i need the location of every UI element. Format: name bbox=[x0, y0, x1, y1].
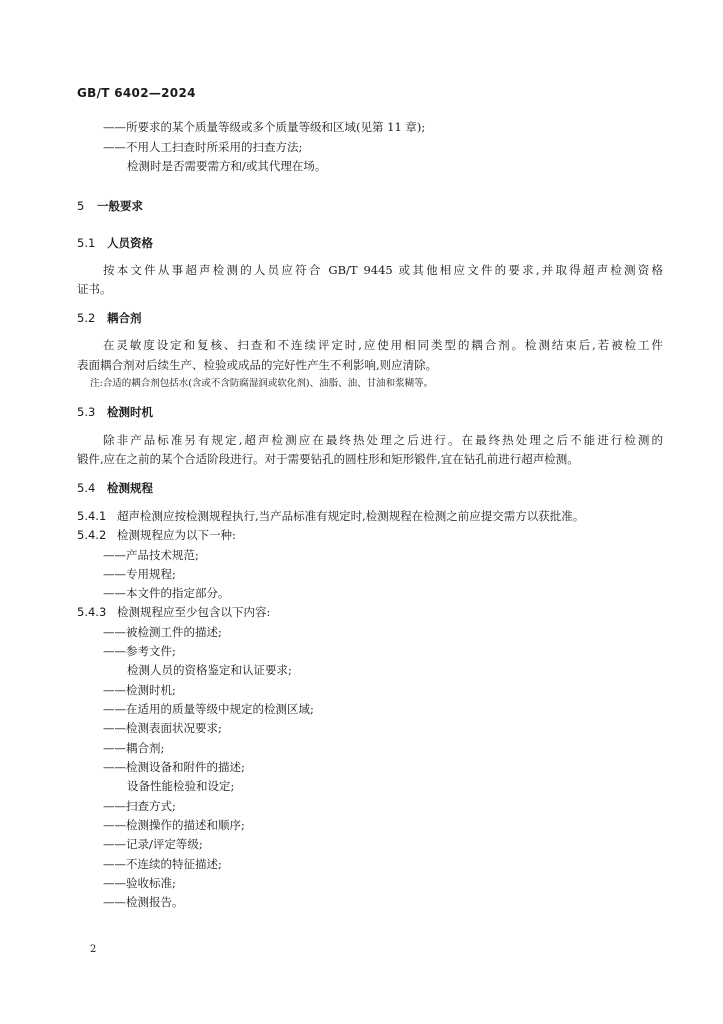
subsection-heading bbox=[77, 480, 153, 496]
subsection-title: 检测时机 bbox=[107, 405, 153, 419]
subsection-heading bbox=[77, 310, 142, 326]
list-item: ——本文件的指定部分。 bbox=[103, 586, 230, 600]
paragraph-line: 按本文件从事超声检测的人员应符合 GB/T 9445 或其他相应文件的要求,并取得超声检测资格 bbox=[103, 263, 663, 277]
clause bbox=[77, 604, 270, 620]
paragraph-line: 锻件,应在之前的某个合适阶段进行。对于需要钻孔的圆柱形和矩形锻件,宜在钻孔前进行超声检测。 bbox=[77, 452, 579, 466]
list-item: ——所要求的某个质量等级或多个质量等级和区域(见第 11 章); bbox=[103, 120, 426, 134]
section-heading bbox=[77, 198, 143, 214]
list-item: ——检测设备和附件的描述; bbox=[103, 760, 245, 774]
subsection-title: 耦合剂 bbox=[107, 311, 142, 325]
clause-number: 5.4.2 bbox=[77, 528, 107, 542]
clause-text: 检测规程应为以下一种: bbox=[117, 528, 236, 542]
note: 注:合适的耦合剂包括水(含或不含防腐湿润或软化剂)、油脂、油、甘油和浆糊等。 bbox=[90, 378, 434, 389]
list-item: ——不连续的特征描述; bbox=[103, 857, 222, 871]
list-item: ——在适用的质量等级中规定的检测区域; bbox=[103, 702, 314, 716]
list-item: ——记录/评定等级; bbox=[103, 837, 203, 851]
list-item: ——耦合剂; bbox=[103, 741, 165, 755]
list-item: ——检测操作的描述和顺序; bbox=[103, 818, 245, 832]
clause-number: 5.4.1 bbox=[77, 509, 107, 523]
section-title: 一般要求 bbox=[97, 199, 143, 213]
list-item: 检测人员的资格鉴定和认证要求; bbox=[127, 663, 292, 677]
list-item: ——产品技术规范; bbox=[103, 548, 199, 562]
subsection-number: 5.1 bbox=[77, 236, 96, 250]
paragraph-line: 证书。 bbox=[77, 282, 112, 296]
list-item: ——验收标准; bbox=[103, 876, 176, 890]
list-item: ——参考文件; bbox=[103, 644, 176, 658]
clause bbox=[77, 527, 236, 543]
subsection-number: 5.3 bbox=[77, 405, 96, 419]
clause-number: 5.4.3 bbox=[77, 605, 107, 619]
list-item: 设备性能检验和设定; bbox=[127, 779, 235, 793]
clause bbox=[77, 508, 584, 524]
list-item: ——被检测工件的描述; bbox=[103, 625, 222, 639]
clause-text: 检测规程应至少包含以下内容: bbox=[117, 605, 271, 619]
page-number: 2 bbox=[90, 944, 97, 955]
paragraph-line: 在灵敏度设定和复核、扫查和不连续评定时,应使用相同类型的耦合剂。检测结束后,若被检工件 bbox=[103, 338, 663, 352]
list-item: ——检测表面状况要求; bbox=[103, 721, 222, 735]
list-item: ——扫查方式; bbox=[103, 799, 176, 813]
list-item: ——不用人工扫查时所采用的扫查方法; bbox=[103, 140, 303, 154]
subsection-heading bbox=[77, 235, 153, 251]
subsection-title: 人员资格 bbox=[107, 236, 153, 250]
subsection-heading bbox=[77, 404, 153, 420]
subsection-title: 检测规程 bbox=[107, 481, 153, 495]
list-item: ——专用规程; bbox=[103, 567, 176, 581]
list-item: ——检测报告。 bbox=[103, 895, 184, 909]
list-item: ——检测时机; bbox=[103, 683, 176, 697]
section-number: 5 bbox=[77, 199, 85, 213]
document-id: GB/T 6402—2024 bbox=[77, 86, 196, 100]
clause-text: 超声检测应按检测规程执行,当产品标准有规定时,检测规程在检测之前应提交需方以获批准。 bbox=[117, 509, 585, 523]
subsection-number: 5.4 bbox=[77, 481, 96, 495]
paragraph-line: 除非产品标准另有规定,超声检测应在最终热处理之后进行。在最终热处理之后不能进行检测的 bbox=[103, 433, 663, 447]
subsection-number: 5.2 bbox=[77, 311, 96, 325]
paragraph-line: 表面耦合剂对后续生产、检验或成品的完好性产生不利影响,则应清除。 bbox=[77, 358, 438, 372]
list-item: 检测时是否需要需方和/或其代理在场。 bbox=[127, 159, 327, 173]
